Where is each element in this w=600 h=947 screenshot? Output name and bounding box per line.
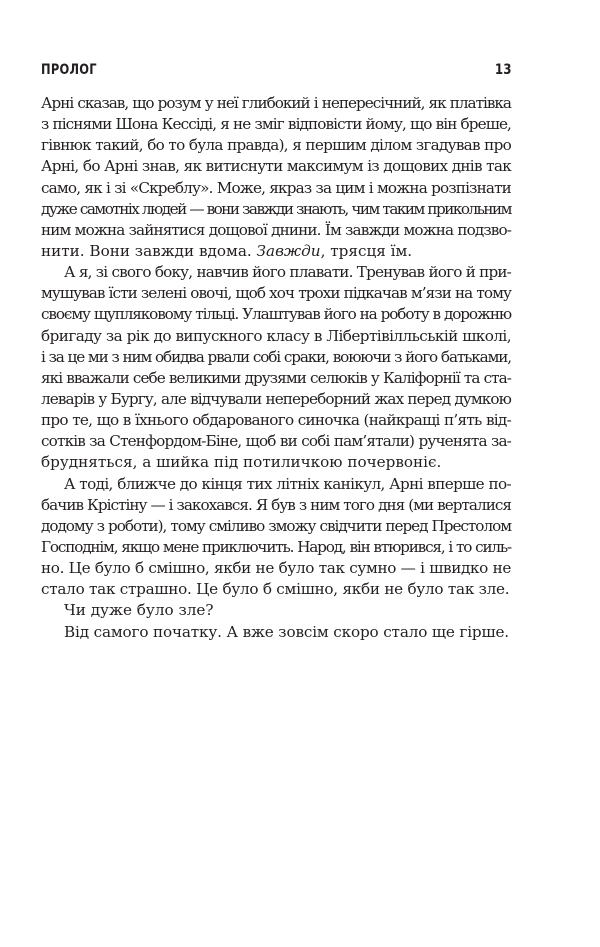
- text-line: Арні сказав, що розум у неї глибокий і непересічний, як платівка: [41, 94, 511, 112]
- text-line: леварів у Бургу, але відчували непереборний жах перед думкою: [41, 389, 511, 408]
- text-line: мушував їсти зелені овочі, щоб хоч трохи підкачав м’язи на тому: [41, 284, 511, 303]
- text-line: Господнім, якщо мене приключить. Народ, він втюрився, і то силь-: [41, 537, 511, 556]
- text-line: Арні, бо Арні знав, як витиснути максимум із дощових днів так: [41, 157, 511, 176]
- running-head: [41, 62, 511, 82]
- text-line: само, як і зі «Скреблу». Може, якраз за цим і можна розпізнати: [41, 178, 511, 197]
- text-line: про те, що в їхнього обдарованого синочка (найкращі п’ять від-: [41, 411, 511, 430]
- text-line: но. Це було б смішно, якби не було так сумно — і швидко не: [41, 559, 511, 578]
- text-body: [41, 93, 511, 643]
- text-line: стало так страшно. Це було б смішно, якби не було так зле.: [41, 580, 510, 599]
- text-line: дуже самотніх людей — вони завжди знають, чим таким прикольним: [41, 199, 511, 218]
- emphasis-text: Завжди: [256, 241, 321, 260]
- paragraph: [41, 600, 511, 621]
- text-line: бачив Крістіну — і закохався. Я був з ним того дня (ми верталися: [41, 495, 511, 514]
- text-line: Чи дуже було зле?: [64, 601, 214, 620]
- paragraph: [41, 474, 511, 601]
- text-line: і за це ми з ним обидва рвали собі сраки, воюючи з його батьками,: [41, 347, 511, 366]
- paragraph: [41, 622, 511, 643]
- text-line: бригаду за рік до випускного класу в Лібертівілльській школі,: [41, 326, 511, 345]
- paragraph: [41, 93, 511, 262]
- text-line: своєму щупляковому тільці. Улаштував його на роботу в дорожню: [41, 305, 511, 324]
- text-line: гівнюк такий, бо то була правда), я першим ділом згадував про: [41, 136, 511, 155]
- text-line: з піснями Шона Кессіді, я не зміг відповісти йому, що він бреше,: [41, 115, 511, 134]
- text-line: ним можна зайнятися дощової днини. Їм завжди можна подзво-: [41, 220, 511, 239]
- text-line: які вважали себе великими друзями селюків у Каліфорнії та ста-: [41, 368, 511, 387]
- chapter-title: ПРОЛОГ: [41, 62, 97, 78]
- text-line: сотків за Стенфордом-Біне, щоб ви собі пам’ятали) рученята за-: [41, 432, 511, 451]
- paragraph: [41, 262, 511, 473]
- text-line: Від самого початку. А вже зовсім скоро стало ще гірше.: [64, 622, 509, 641]
- text-line: брудняться, а шийка під потиличкою почервоніє.: [41, 453, 442, 472]
- page-number: 13: [494, 62, 511, 78]
- text-line: А тоді, ближче до кінця тих літніх канікул, Арні вперше по-: [64, 474, 511, 493]
- text-line: А я, зі свого боку, навчив його плавати. Тренував його й при-: [64, 263, 511, 282]
- text-line: додому з роботи), тому сміливо зможу свідчити перед Престолом: [41, 516, 511, 535]
- text-line: нити. Вони завжди вдома. Завжди, трясця їм.: [41, 241, 413, 260]
